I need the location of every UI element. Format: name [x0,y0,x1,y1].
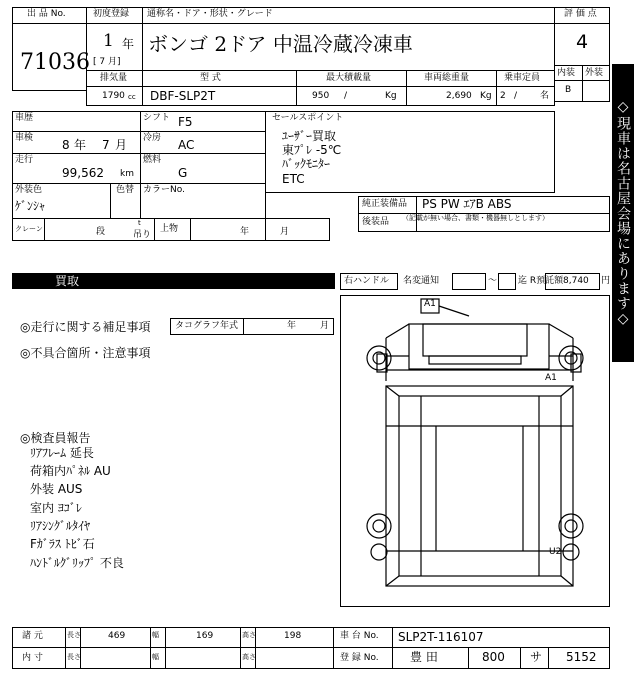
first-reg-year-unit: 年 [122,37,135,51]
lift-label: 上物 [160,224,179,234]
sales-point-3: ﾊﾞｯｸﾓﾆﾀｰ [282,157,331,171]
inspector-line-3: 外装 AUS [30,482,83,496]
model-label: 型 式 [200,73,221,83]
inner-height-label: 高さ [242,653,256,661]
mileage-unit: km [120,169,134,179]
fuel-label: 燃料 [143,155,162,165]
shift-label: シフト [143,113,171,123]
inspection-year-unit: 年 [74,138,87,152]
sales-point-2: 東ﾌﾟﾚ -5℃ [282,143,342,157]
inspector-title: ◎検査員報告 [20,431,91,445]
crane-hang: 吊り [133,230,152,240]
aftermarket-note: （記載が無い場合、書類・機器無しとします） [402,214,549,222]
load-separator: / [344,91,348,101]
tachograph-month: 月 [320,321,330,331]
genuine-equipment: PS PW ｴｱB ABS [422,197,512,211]
crane-label: クレーン [15,225,43,233]
registration-kana: サ [530,650,543,664]
registration-area: 豊 田 [410,650,438,664]
inspection-month-unit: 月 [115,138,128,152]
displacement-label: 排気量 [100,73,128,83]
length: 469 [108,631,126,641]
crane-tons: t [138,219,141,227]
defects-title: ◎不具合箇所・注意事項 [20,346,151,360]
inner-width-label: 幅 [152,653,159,661]
yen: 円 [601,276,611,286]
name-change-box [452,273,486,290]
gross-label: 車両総重量 [424,73,470,83]
rating-label: 評 価 点 [564,9,597,19]
gross: 2,690 [446,91,472,101]
height: 198 [284,631,302,641]
r-deadline-label: 迄 R預託額 [518,276,564,286]
inspector-line-4: 室内 ﾖｺﾞﾚ [30,501,82,515]
lift-year: 年 [240,227,250,237]
capacity-label: 乗車定員 [504,73,541,83]
width: 169 [196,631,214,641]
color-number-label: カラーNo. [143,185,185,195]
first-reg-year: 1 [103,31,114,51]
chassis-label: 車 台 No. [340,631,379,641]
height-label: 高さ [242,631,256,639]
load: 950 [312,91,330,101]
sidebar-notice: ◇現車は名古屋会場にあります◇ [612,64,634,362]
lot-number: 71036 [20,50,90,75]
capacity-separator: / [514,91,518,101]
vehicle-diagram [340,295,610,607]
truck-outline [341,296,609,606]
inner-length-label: 長さ [67,653,81,661]
history-label: 車歴 [15,113,34,123]
gross-unit: Kg [480,91,492,101]
damage-mark-2: A1 [545,373,557,383]
interior-grade: B [565,85,572,95]
right-handle: 右ハンドル [344,276,390,286]
tilde: ～ [488,276,498,286]
car-name: ボンゴ 2ドア 中温冷蔵冷凍車 [148,32,413,56]
model: DBF-SLP2T [150,89,216,103]
inspector-line-2: 荷箱内ﾊﾟﾈﾙ AU [30,464,111,478]
ac-label: 冷房 [143,133,162,143]
deadline-box [498,273,516,290]
first-reg-month: [ 7 月] [93,57,121,67]
load-label: 最大積載量 [326,73,372,83]
inspection-label: 車検 [15,133,34,143]
color-change-label: 色替 [116,185,135,195]
chassis-number: SLP2T-116107 [398,630,484,644]
inspection-month: 7 [102,138,110,152]
r-amount: 8,740 [563,276,589,286]
first-reg-label: 初度登録 [93,9,130,19]
rating: 4 [576,31,589,53]
tachograph-label: タコグラフ年式 [175,321,239,331]
displacement: 1790 [102,91,125,101]
inspector-line-7: ﾊﾝﾄﾞﾙｸﾞﾘｯﾌﾟ 不良 [30,556,124,570]
damage-mark-1: A1 [424,299,436,309]
interior-label: 内装 [557,68,576,78]
capacity-unit: 名 [540,91,550,101]
capacity: 2 [500,91,506,101]
genuine-equipment-label: 純正装備品 [362,199,408,209]
width-label: 幅 [152,631,159,639]
tachograph-year: 年 [287,321,297,331]
exterior-label: 外装 [585,68,604,78]
crane-stages: 段 [96,227,106,237]
color: ｹﾞﾝｼｬ [15,199,46,213]
inspector-line-6: Fｶﾞﾗｽ ﾄﾋﾞ石 [30,537,95,551]
color-label: 外装色 [15,185,43,195]
specs-labels-row [86,70,555,87]
name-label: 通称名・ドア・形状・グレード [147,9,273,19]
inspection-year: 8 [62,138,70,152]
displacement-unit: cc [128,93,136,101]
fuel: G [178,166,188,180]
lift-month: 月 [280,227,290,237]
mileage: 99,562 [62,166,104,180]
buyback-label: 買取 [55,274,80,288]
registration-class: 800 [482,650,505,664]
ac: AC [178,138,195,152]
aftermarket-label: 後装品 [362,217,390,227]
sales-point-4: ETC [282,172,305,186]
registration-label: 登 録 No. [340,653,379,663]
running-notes-title: ◎走行に関する補足事項 [20,320,151,334]
damage-mark-3: U2 [549,547,562,557]
length-label: 長さ [67,631,81,639]
sales-points-title: セールスポイント [272,113,344,123]
lot-label: 出 品 No. [27,9,66,19]
dimensions-label: 諸 元 [22,631,43,641]
name-change-label: 名変通知 [403,276,440,286]
inner-dimensions-label: 内 寸 [22,653,43,663]
inspector-line-1: ﾘｱﾌﾚｰﾑ 延長 [30,446,94,460]
buyback-bar-rest [122,273,335,289]
inspector-line-5: ﾘｱｼﾝｸﾞﾙﾀｲﾔ [30,519,91,533]
sales-point-1: ﾕｰｻﾞｰ買取 [282,129,337,143]
shift: F5 [178,115,193,129]
load-unit: Kg [385,91,397,101]
registration-number: 5152 [566,650,597,664]
mileage-label: 走行 [15,155,34,165]
